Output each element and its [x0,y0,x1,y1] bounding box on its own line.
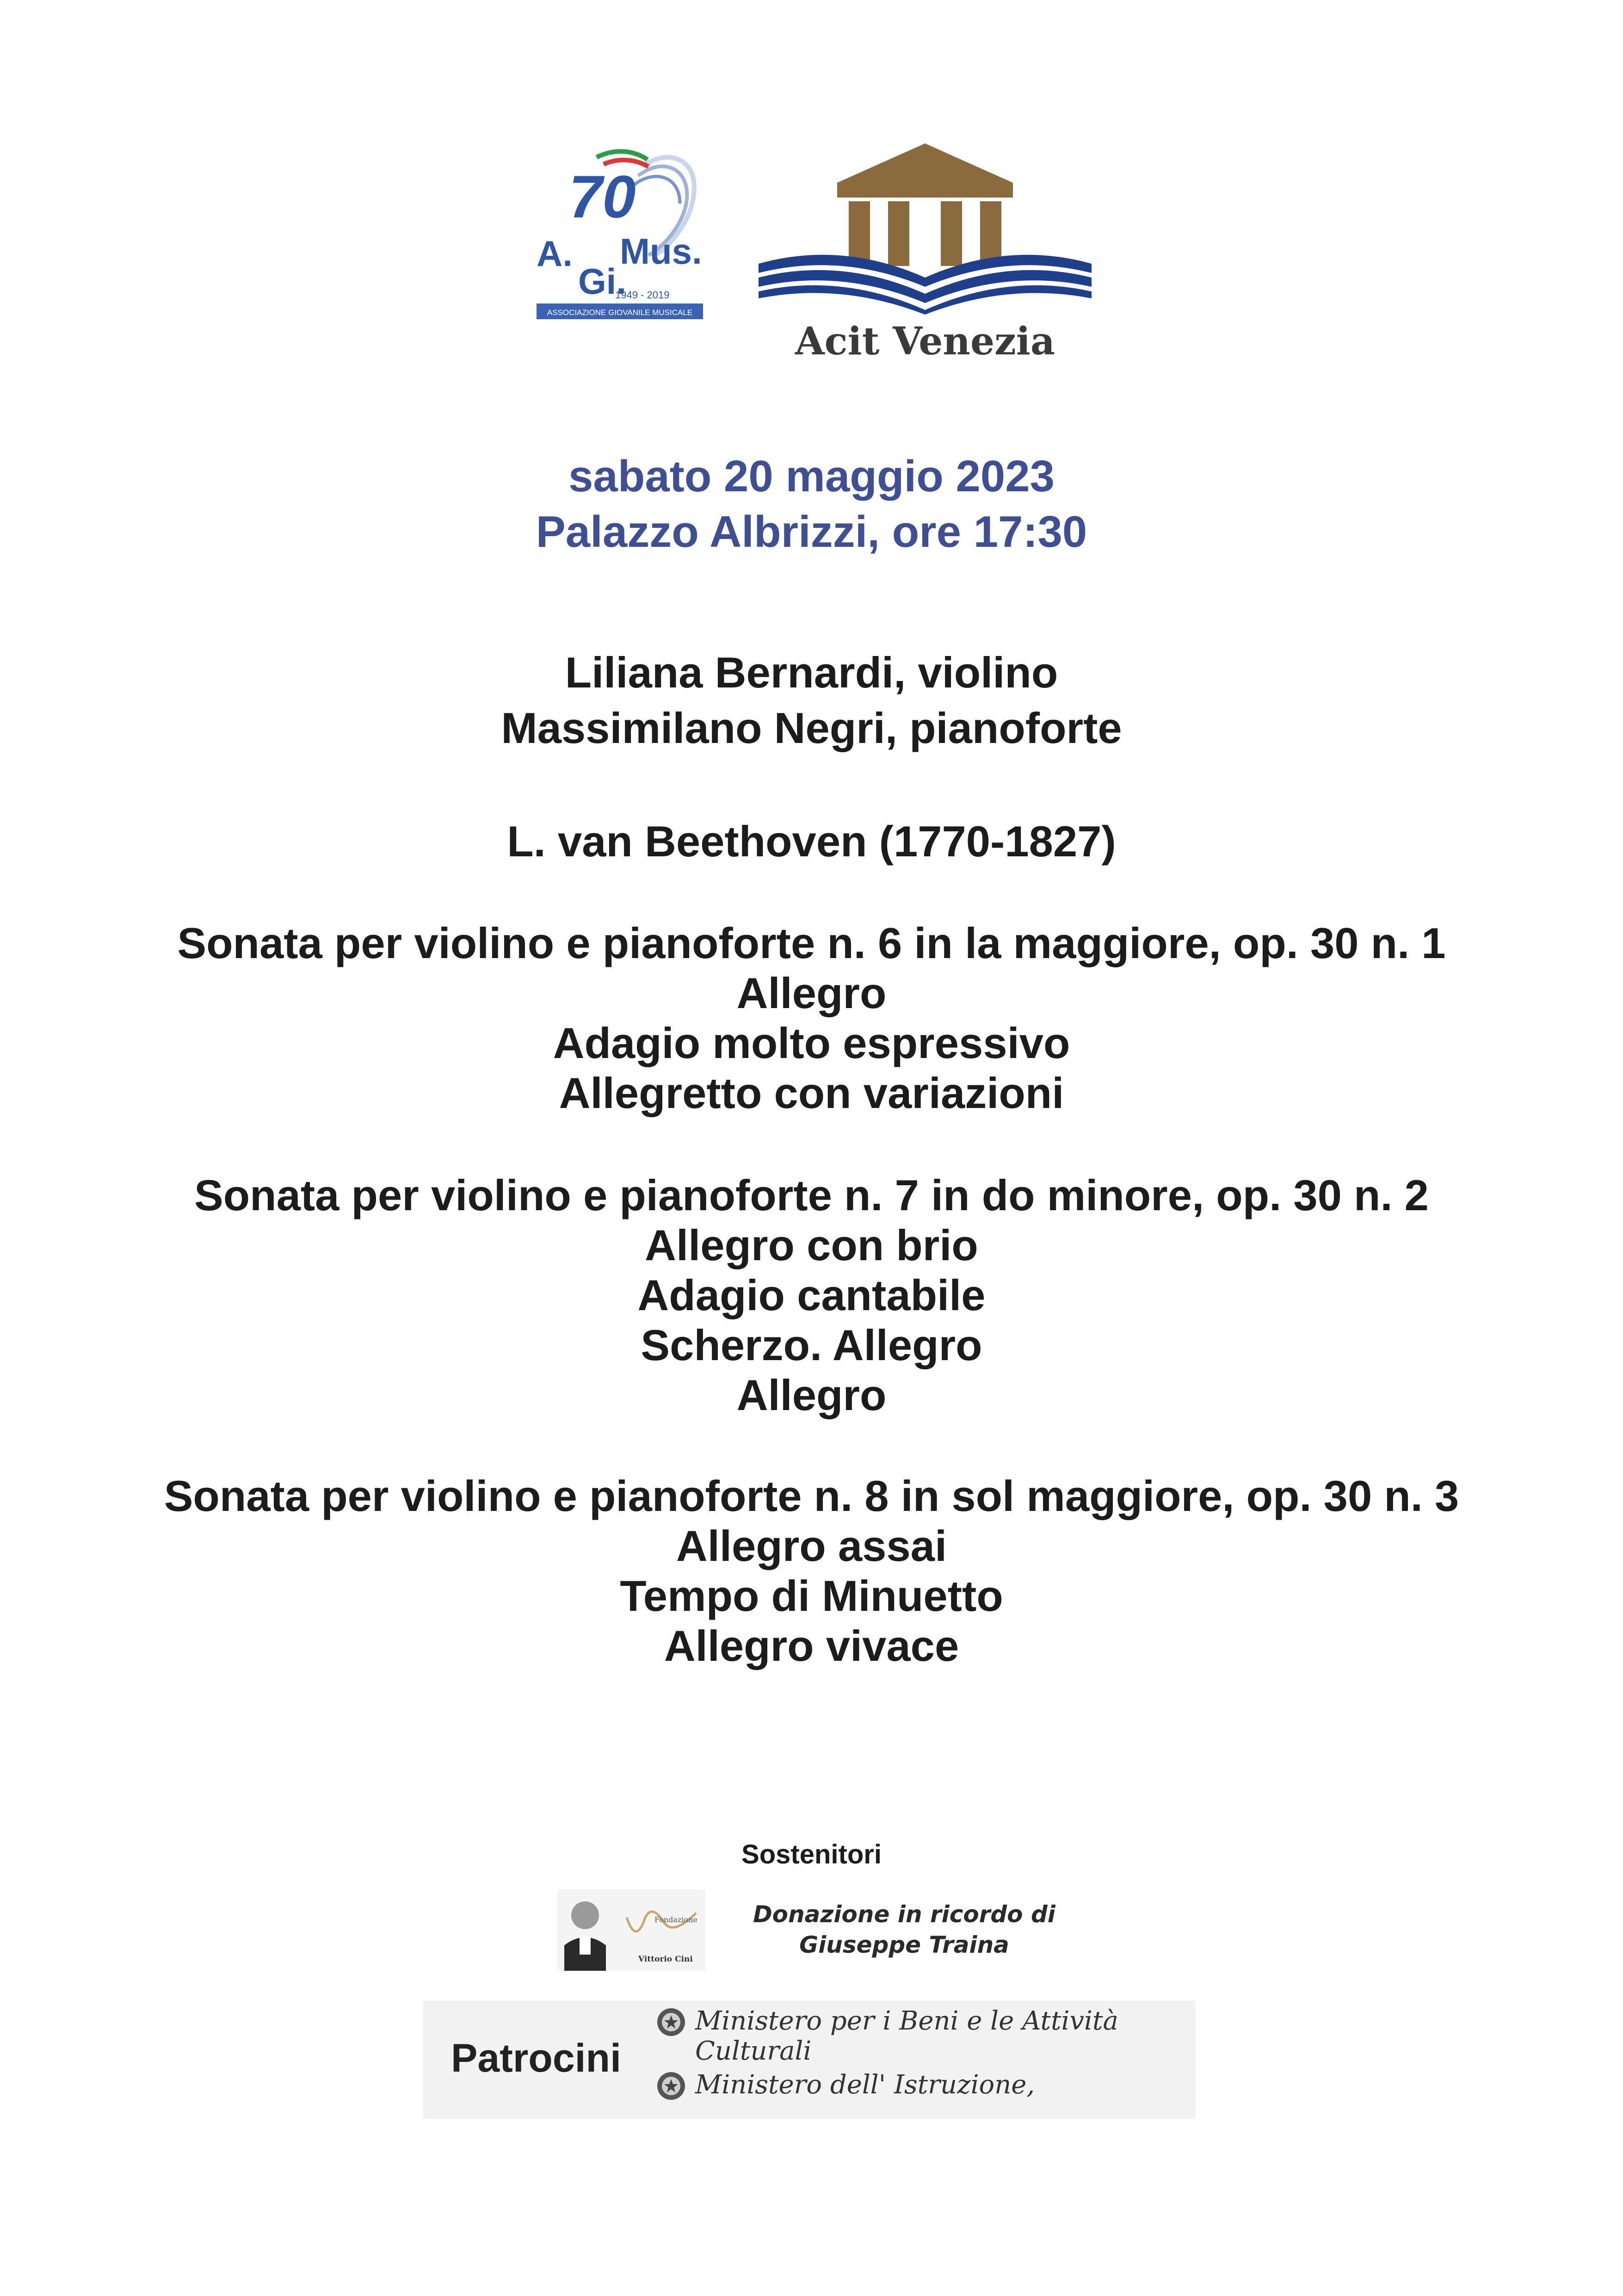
event-venue-time: Palazzo Albrizzi, ore 17:30 [536,507,1087,557]
donation-line1: Donazione in ricordo di [753,1901,1055,1928]
italian-emblem-icon [656,2007,686,2037]
agimus-years: 1949 - 2019 [615,289,670,301]
donation-line2: Giuseppe Traina [799,1931,1009,1958]
agimus-number: 70 [569,163,636,230]
agimus-mus: Mus. [620,231,702,272]
movement: Allegro [736,1371,887,1419]
sonata-title: Sonata per violino e pianoforte n. 7 in do minore, op. 30 n. 2 [194,1171,1429,1219]
performer-piano: Massimilano Negri, pianoforte [501,704,1122,752]
movement: Scherzo. Allegro [641,1321,982,1369]
movement: Allegro assai [676,1522,947,1570]
cini-logo-line1: Fondazione [654,1915,697,1924]
acit-venezia-logo [749,139,1101,370]
ministry-education [656,2068,1192,2105]
movement: Tempo di Minuetto [620,1572,1003,1620]
donation-note [738,1899,1071,1960]
movement: Allegretto con variazioni [559,1069,1064,1117]
agimus-logo [527,139,708,333]
fondazione-cini-logo [557,1890,705,1971]
cini-logo-line2: Vittorio Cini [638,1955,693,1964]
patrocini-label: Patrocini [451,2036,621,2080]
ministry-education-text: Ministero dell' Istruzione, [695,2070,1035,2100]
sonata-title: Sonata per violino e pianoforte n. 8 in sol maggiore, op. 30 n. 3 [164,1472,1459,1520]
event-date: sabato 20 maggio 2023 [568,452,1055,501]
movement: Allegro [736,969,887,1017]
ministry-culture-text: Ministero per i Beni e le Attività Culturali [695,2006,1118,2066]
performer-violin: Liliana Bernardi, violino [565,648,1058,697]
movement: Adagio molto espressivo [553,1019,1070,1067]
agimus-a: A. [537,233,573,274]
movement: Adagio cantabile [637,1271,986,1319]
composer: L. van Beethoven (1770-1827) [507,817,1116,866]
supporters-label: Sostenitori [741,1839,882,1869]
agimus-subtitle: ASSOCIAZIONE GIOVANILE MUSICALE [547,308,693,317]
agimus-gi: Gi. [578,261,627,302]
movement: Allegro vivace [664,1621,959,1670]
italian-emblem-icon [656,2071,686,2101]
ministry-culture [656,2004,1192,2066]
acit-venezia-name: Acit Venezia [795,319,1055,364]
sonata-title: Sonata per violino e pianoforte n. 6 in la maggiore, op. 30 n. 1 [177,919,1446,967]
movement: Allegro con brio [645,1221,978,1269]
